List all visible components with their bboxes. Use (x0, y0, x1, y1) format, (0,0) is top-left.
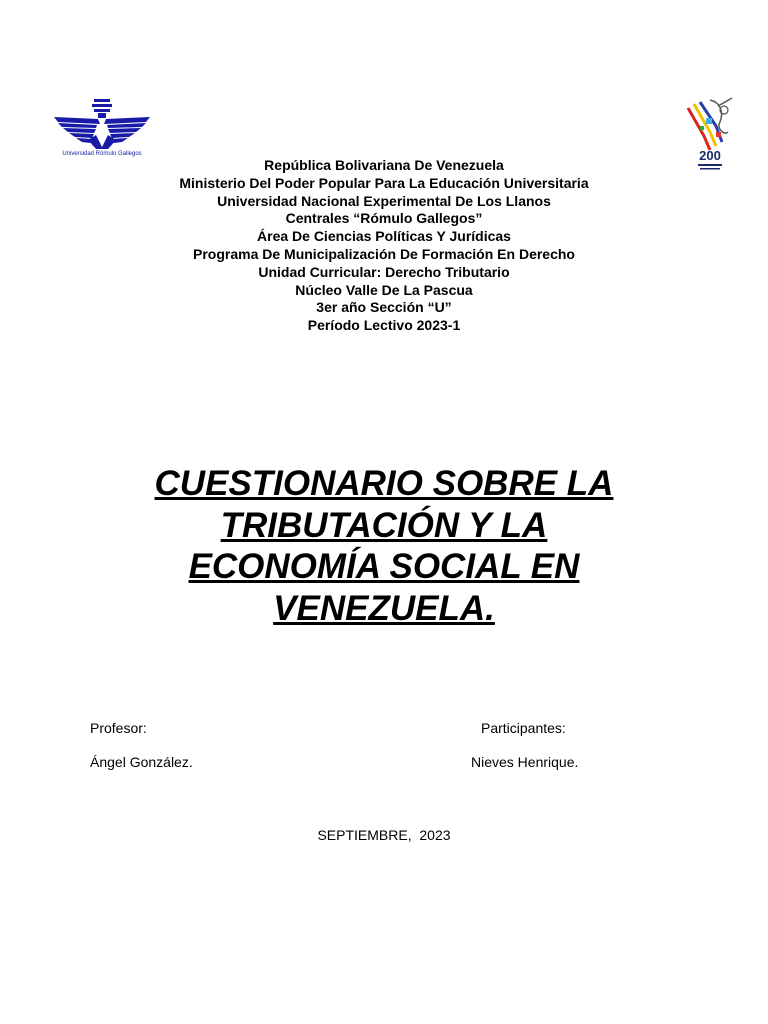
logo-200-text: 200 (699, 148, 721, 163)
header-line: Área De Ciencias Políticas Y Jurídicas (257, 228, 511, 245)
university-emblem-icon (52, 95, 152, 151)
universidad-romulo-gallegos-logo (52, 95, 152, 161)
institution-header (0, 157, 768, 335)
header-line: Unidad Curricular: Derecho Tributario (258, 263, 510, 280)
title-line: ECONOMÍA SOCIAL EN (188, 547, 580, 586)
participants-label: Participantes: (481, 720, 566, 736)
header-line: Centrales “Rómulo Gallegos” (285, 210, 483, 227)
header-line: Ministerio Del Poder Popular Para La Educación Universitaria (179, 174, 589, 191)
header-line: Universidad Nacional Experimental De Los Llanos (217, 192, 551, 209)
professor-name: Ángel González. (90, 754, 193, 770)
document-date: SEPTIEMBRE, 2023 (317, 827, 451, 843)
header-line: Núcleo Valle De La Pascua (295, 281, 473, 298)
participant-name: Nieves Henrique. (471, 754, 579, 770)
header-line: Período Lectivo 2023-1 (307, 317, 461, 334)
professor-label: Profesor: (90, 720, 147, 736)
logo-caption: Universidad Rómulo Gallegos (62, 151, 142, 157)
title-line: VENEZUELA. (273, 588, 495, 628)
title-line: CUESTIONARIO SOBRE LA (154, 464, 614, 503)
header-line: 3er año Sección “U” (316, 299, 452, 316)
document-title (84, 463, 684, 629)
title-line: TRIBUTACIÓN Y LA (220, 505, 548, 545)
header-line: Programa De Municipalización De Formación En Derecho (193, 245, 575, 262)
header-line: República Bolivariana De Venezuela (264, 157, 504, 173)
